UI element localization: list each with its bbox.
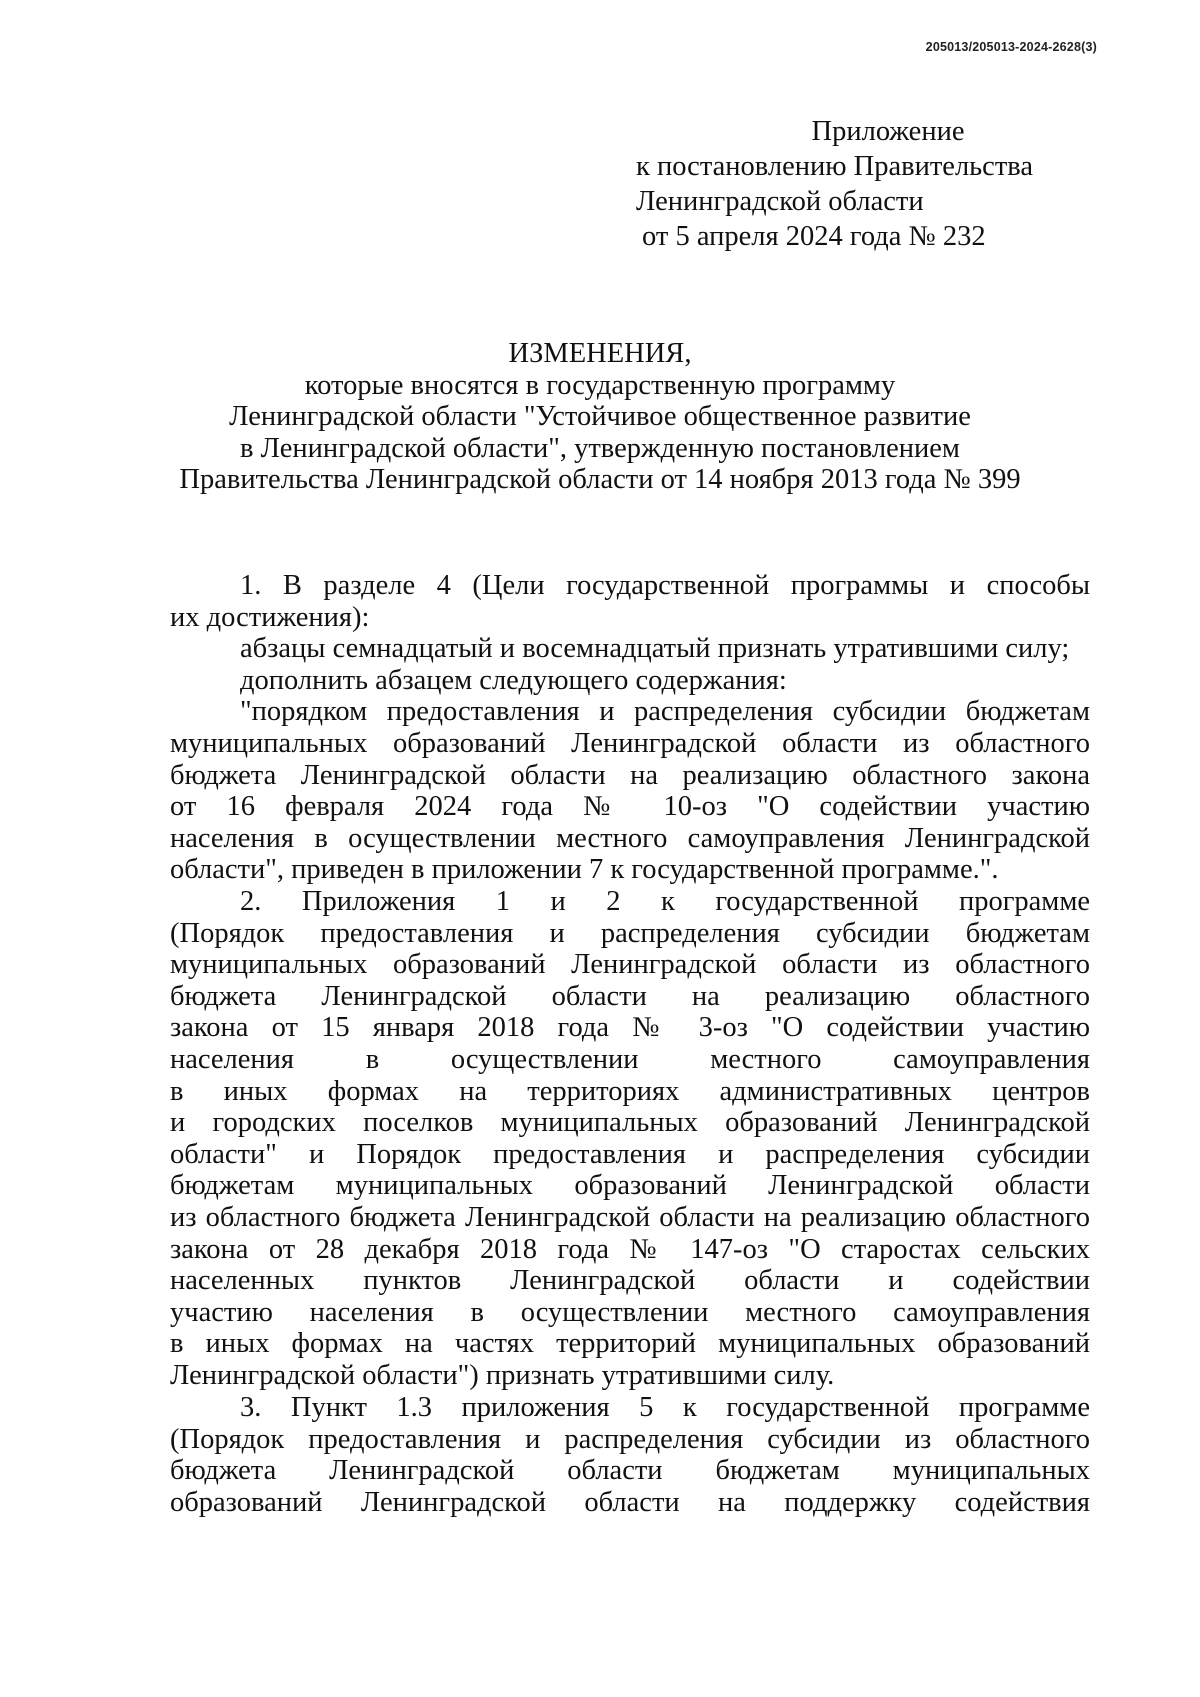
paragraph-line: от 16 февраля 2024 года № 10-оз "О содействии участию <box>170 791 1090 823</box>
document-title <box>120 338 1080 496</box>
paragraph-line: образований Ленинградской области на поддержку содействия <box>170 1486 1090 1518</box>
appendix-line-1: Приложение <box>811 116 965 147</box>
paragraph-line: бюджета Ленинградской области на реализацию областного закона <box>170 759 1090 791</box>
paragraph-line: населения в осуществлении местного самоуправления Ленинградской <box>170 822 1090 854</box>
paragraph-line: и городских поселков муниципальных образований Ленинградской <box>170 1107 1090 1139</box>
paragraph-2 <box>170 886 1090 1392</box>
paragraph-line: муниципальных образований Ленинградской области из областного <box>170 949 1090 981</box>
title-line-3: в Ленинградской области", утвержденную постановлением <box>240 432 960 464</box>
appendix-line-4: от 5 апреля 2024 года № 232 <box>642 221 986 252</box>
paragraph-line: бюджета Ленинградской области на реализацию областного <box>170 980 1090 1012</box>
paragraph-line: (Порядок предоставления и распределения субсидии из областного <box>170 1423 1090 1455</box>
paragraph-line: из областного бюджета Ленинградской области на реализацию областного <box>170 1201 1090 1233</box>
appendix-header <box>636 114 1088 254</box>
paragraph-line: их достижения): <box>170 601 370 633</box>
paragraph-line: "порядком предоставления и распределения субсидии бюджетам <box>240 696 1090 728</box>
paragraph-line: бюджетам муниципальных образований Ленинградской области <box>170 1170 1090 1202</box>
paragraph-line: участию населения в осуществлении местного самоуправления <box>170 1296 1090 1328</box>
title-line-1: которые вносятся в государственную программу <box>304 369 896 401</box>
title-heading: ИЗМЕНЕНИЯ, <box>508 338 692 369</box>
paragraph-line: закона от 15 января 2018 года № 3-оз "О содействии участию <box>170 1012 1090 1044</box>
paragraph-line: муниципальных образований Ленинградской области из областного <box>170 727 1090 759</box>
paragraph-line: закона от 28 декабря 2018 года № 147-оз "О старостах сельских <box>170 1233 1090 1265</box>
paragraph-line: области", приведен в приложении 7 к государственной программе.". <box>170 854 999 886</box>
paragraph-3 <box>170 1392 1090 1518</box>
paragraph-line: 2. Приложения 1 и 2 к государственной программе <box>240 886 1090 917</box>
paragraph-line: области" и Порядок предоставления и распределения субсидии <box>170 1138 1090 1170</box>
document-id: 205013/205013-2024-2628(3) <box>925 40 1097 54</box>
paragraph-line: бюджета Ленинградской области бюджетам муниципальных <box>170 1455 1090 1487</box>
appendix-line-3: Ленинградской области <box>636 186 924 217</box>
paragraph-line: населенных пунктов Ленинградской области и содействии <box>170 1265 1090 1297</box>
paragraph-line: (Порядок предоставления и распределения субсидии бюджетам <box>170 917 1090 949</box>
paragraph-line: дополнить абзацем следующего содержания: <box>240 664 787 696</box>
appendix-line-2: к постановлению Правительства <box>636 151 1034 182</box>
title-line-4: Правительства Ленинградской области от 14 ноября 2013 года № 399 <box>179 464 1021 495</box>
paragraph-line: в иных формах на частях территорий муниципальных образований <box>170 1328 1090 1360</box>
paragraph-line: 3. Пункт 1.3 приложения 5 к государственной программе <box>240 1392 1090 1423</box>
paragraph-line: населения в осуществлении местного самоуправления <box>170 1043 1090 1075</box>
paragraph-line: в иных формах на территориях административных центров <box>170 1075 1090 1107</box>
title-line-2: Ленинградской области "Устойчивое общественное развитие <box>229 401 971 432</box>
paragraph-1 <box>170 570 1090 886</box>
paragraph-line: 1. В разделе 4 (Цели государственной программы и способы <box>240 570 1090 601</box>
paragraph-line: Ленинградской области") признать утратившими силу. <box>170 1359 835 1391</box>
paragraph-line: абзацы семнадцатый и восемнадцатый признать утратившими силу; <box>240 633 1070 665</box>
